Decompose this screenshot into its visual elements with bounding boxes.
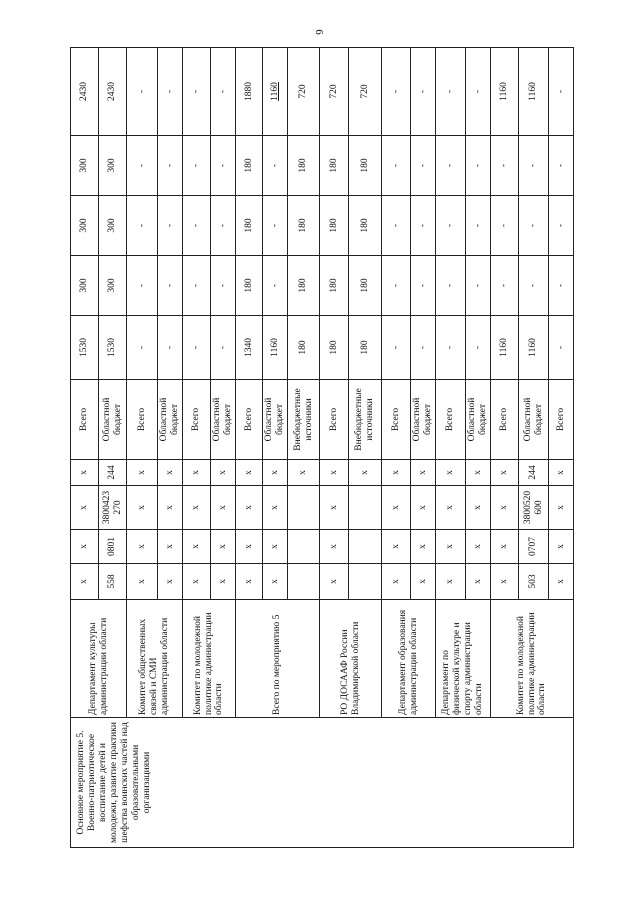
- funding-source-cell: Областной бюджет: [466, 380, 491, 460]
- amount-cell: -: [382, 316, 411, 380]
- amount-cell: -: [549, 196, 574, 256]
- amount-cell: 180: [288, 136, 320, 196]
- code-cell: х: [236, 530, 263, 564]
- amount-cell: 180: [236, 196, 263, 256]
- code-cell: х: [411, 486, 436, 530]
- code-cell: х: [382, 530, 411, 564]
- funding-source-cell: Областной бюджет: [519, 380, 549, 460]
- amount-cell: -: [158, 316, 183, 380]
- executor-cell: Комитет по молодежной политике администрации области: [183, 600, 236, 718]
- amount-cell: -: [382, 256, 411, 316]
- amount-cell: -: [183, 316, 211, 380]
- amount-cell: -: [549, 48, 574, 136]
- code-cell: х: [158, 460, 183, 486]
- amount-cell: 180: [320, 316, 349, 380]
- amount-cell: 2430: [99, 48, 127, 136]
- amount-cell: 300: [99, 196, 127, 256]
- amount-cell: 1530: [71, 316, 99, 380]
- code-cell: х: [549, 460, 574, 486]
- code-cell: х: [158, 530, 183, 564]
- amount-cell: 180: [349, 196, 382, 256]
- amount-cell: -: [382, 196, 411, 256]
- amount-cell: -: [466, 196, 491, 256]
- executor-cell: РО ДОСААФ России Владимирской области: [320, 600, 382, 718]
- code-cell: х: [382, 460, 411, 486]
- code-cell: х: [236, 486, 263, 530]
- code-cell: х: [127, 460, 158, 486]
- funding-source-cell: Всего: [549, 380, 574, 460]
- budget-table-container: [70, 48, 566, 848]
- funding-source-cell: Всего: [382, 380, 411, 460]
- amount-cell: -: [263, 256, 288, 316]
- amount-cell: 180: [236, 136, 263, 196]
- amount-cell: -: [549, 316, 574, 380]
- amount-cell: 180: [236, 256, 263, 316]
- amount-cell: -: [549, 256, 574, 316]
- code-cell: х: [71, 530, 99, 564]
- amount-cell: 1880: [236, 48, 263, 136]
- code-cell: [349, 564, 382, 600]
- code-cell: х: [183, 530, 211, 564]
- code-cell: х: [549, 564, 574, 600]
- code-cell: 3800520 600: [519, 486, 549, 530]
- code-cell: [288, 530, 320, 564]
- amount-cell: -: [436, 48, 466, 136]
- amount-cell: 180: [320, 136, 349, 196]
- code-cell: [349, 486, 382, 530]
- amount-cell: -: [382, 136, 411, 196]
- amount-cell: -: [211, 48, 236, 136]
- budget-table: [70, 47, 574, 848]
- code-cell: х: [411, 564, 436, 600]
- code-cell: х: [71, 564, 99, 600]
- amount-cell: 1160: [263, 316, 288, 380]
- amount-cell: -: [158, 256, 183, 316]
- amount-cell: -: [411, 136, 436, 196]
- executor-cell: Всего по мероприятию 5: [236, 600, 320, 718]
- amount-cell: -: [519, 256, 549, 316]
- amount-cell: 1530: [99, 316, 127, 380]
- amount-cell: 1160: [519, 316, 549, 380]
- code-cell: 503: [519, 564, 549, 600]
- funding-source-cell: Всего: [491, 380, 519, 460]
- code-cell: х: [491, 460, 519, 486]
- code-cell: 0801: [99, 530, 127, 564]
- funding-source-cell: Областной бюджет: [411, 380, 436, 460]
- code-cell: х: [466, 530, 491, 564]
- amount-cell: -: [127, 136, 158, 196]
- amount-cell: 1160: [519, 48, 549, 136]
- code-cell: х: [549, 486, 574, 530]
- amount-cell: 1340: [236, 316, 263, 380]
- code-cell: 558: [99, 564, 127, 600]
- funding-source-cell: Внебюджетные источники: [288, 380, 320, 460]
- funding-source-cell: Областной бюджет: [99, 380, 127, 460]
- code-cell: х: [263, 530, 288, 564]
- code-cell: х: [288, 460, 320, 486]
- amount-cell: -: [411, 256, 436, 316]
- funding-source-cell: Всего: [436, 380, 466, 460]
- amount-cell: 180: [288, 316, 320, 380]
- amount-cell: 300: [71, 196, 99, 256]
- amount-cell: 180: [349, 316, 382, 380]
- code-cell: х: [491, 530, 519, 564]
- code-cell: х: [320, 564, 349, 600]
- amount-cell: 720: [349, 48, 382, 136]
- amount-cell: 1160: [491, 316, 519, 380]
- amount-cell: -: [411, 316, 436, 380]
- amount-cell: 300: [71, 256, 99, 316]
- amount-cell: 300: [71, 136, 99, 196]
- amount-cell: 720: [320, 48, 349, 136]
- funding-source-cell: Всего: [320, 380, 349, 460]
- amount-cell: -: [158, 136, 183, 196]
- code-cell: х: [436, 460, 466, 486]
- code-cell: х: [211, 564, 236, 600]
- code-cell: х: [71, 460, 99, 486]
- code-cell: х: [263, 486, 288, 530]
- amount-cell: 180: [349, 136, 382, 196]
- amount-cell: -: [519, 136, 549, 196]
- code-cell: х: [211, 460, 236, 486]
- amount-cell: -: [127, 196, 158, 256]
- amount-cell: 180: [320, 196, 349, 256]
- code-cell: х: [436, 564, 466, 600]
- amount-cell: -: [466, 256, 491, 316]
- amount-cell: -: [549, 136, 574, 196]
- code-cell: х: [411, 460, 436, 486]
- code-cell: х: [263, 564, 288, 600]
- executor-cell: Комитет общественных связей и СМИ администрации области: [127, 600, 183, 718]
- code-cell: х: [183, 486, 211, 530]
- code-cell: х: [320, 460, 349, 486]
- code-cell: х: [382, 564, 411, 600]
- amount-cell: -: [491, 196, 519, 256]
- funding-source-cell: Всего: [236, 380, 263, 460]
- funding-source-cell: Внебюджетные источники: [349, 380, 382, 460]
- funding-source-cell: Всего: [71, 380, 99, 460]
- amount-cell: -: [436, 196, 466, 256]
- amount-cell: 1160: [263, 48, 288, 136]
- page-number: 6: [312, 29, 325, 35]
- code-cell: 0707: [519, 530, 549, 564]
- amount-cell: -: [127, 316, 158, 380]
- code-cell: 244: [99, 460, 127, 486]
- amount-cell: -: [158, 48, 183, 136]
- code-cell: х: [183, 564, 211, 600]
- amount-cell: -: [466, 136, 491, 196]
- code-cell: 244: [519, 460, 549, 486]
- amount-cell: -: [491, 136, 519, 196]
- amount-cell: -: [436, 136, 466, 196]
- funding-source-cell: Областной бюджет: [211, 380, 236, 460]
- code-cell: х: [236, 564, 263, 600]
- amount-cell: -: [127, 48, 158, 136]
- amount-cell: -: [211, 196, 236, 256]
- amount-cell: 300: [99, 256, 127, 316]
- code-cell: х: [211, 530, 236, 564]
- amount-cell: -: [263, 196, 288, 256]
- amount-cell: -: [436, 316, 466, 380]
- code-cell: [349, 530, 382, 564]
- code-cell: х: [127, 486, 158, 530]
- amount-cell: -: [466, 48, 491, 136]
- amount-cell: 180: [349, 256, 382, 316]
- executor-cell: Департамент образования администрации области: [382, 600, 436, 718]
- amount-cell: -: [382, 48, 411, 136]
- code-cell: х: [158, 564, 183, 600]
- funding-source-cell: Всего: [127, 380, 158, 460]
- code-cell: х: [158, 486, 183, 530]
- code-cell: х: [411, 530, 436, 564]
- code-cell: х: [436, 486, 466, 530]
- amount-cell: -: [211, 136, 236, 196]
- amount-cell: 2430: [71, 48, 99, 136]
- code-cell: х: [466, 460, 491, 486]
- funding-source-cell: Всего: [183, 380, 211, 460]
- amount-cell: -: [466, 316, 491, 380]
- amount-cell: -: [183, 48, 211, 136]
- code-cell: х: [236, 460, 263, 486]
- measure-name-cell: Основное мероприятие 5. Военно-патриотическое воспитание детей и молодежи, развитие практики шефства воинских частей над образовательными организациями: [71, 718, 574, 848]
- amount-cell: -: [436, 256, 466, 316]
- executor-cell: Департамент культуры администрации области: [71, 600, 127, 718]
- code-cell: х: [127, 530, 158, 564]
- funding-source-cell: Областной бюджет: [263, 380, 288, 460]
- amount-cell: -: [411, 196, 436, 256]
- code-cell: х: [491, 564, 519, 600]
- code-cell: х: [382, 486, 411, 530]
- amount-cell: -: [211, 256, 236, 316]
- amount-cell: -: [183, 196, 211, 256]
- amount-cell: -: [491, 256, 519, 316]
- amount-cell: -: [127, 256, 158, 316]
- code-cell: х: [466, 564, 491, 600]
- amount-cell: -: [211, 316, 236, 380]
- table-row: [71, 48, 99, 848]
- code-cell: х: [466, 486, 491, 530]
- amount-cell: 1160: [491, 48, 519, 136]
- amount-cell: 720: [288, 48, 320, 136]
- amount-cell: -: [158, 196, 183, 256]
- amount-cell: -: [183, 136, 211, 196]
- code-cell: х: [71, 486, 99, 530]
- code-cell: х: [491, 486, 519, 530]
- code-cell: х: [127, 564, 158, 600]
- code-cell: х: [263, 460, 288, 486]
- code-cell: х: [183, 460, 211, 486]
- amount-cell: 180: [288, 196, 320, 256]
- code-cell: х: [320, 530, 349, 564]
- executor-cell: Департамент по физической культуре и спорту администрации области: [436, 600, 491, 718]
- code-cell: х: [549, 530, 574, 564]
- code-cell: х: [436, 530, 466, 564]
- code-cell: х: [320, 486, 349, 530]
- amount-cell: -: [183, 256, 211, 316]
- code-cell: х: [349, 460, 382, 486]
- amount-cell: -: [411, 48, 436, 136]
- amount-cell: -: [263, 136, 288, 196]
- amount-cell: 180: [288, 256, 320, 316]
- code-cell: [288, 564, 320, 600]
- code-cell: 3800423 270: [99, 486, 127, 530]
- amount-cell: 180: [320, 256, 349, 316]
- code-cell: х: [211, 486, 236, 530]
- amount-cell: -: [519, 196, 549, 256]
- executor-cell: Комитет по молодежной политике администрации области: [491, 600, 574, 718]
- funding-source-cell: Областной бюджет: [158, 380, 183, 460]
- amount-cell: 300: [99, 136, 127, 196]
- code-cell: [288, 486, 320, 530]
